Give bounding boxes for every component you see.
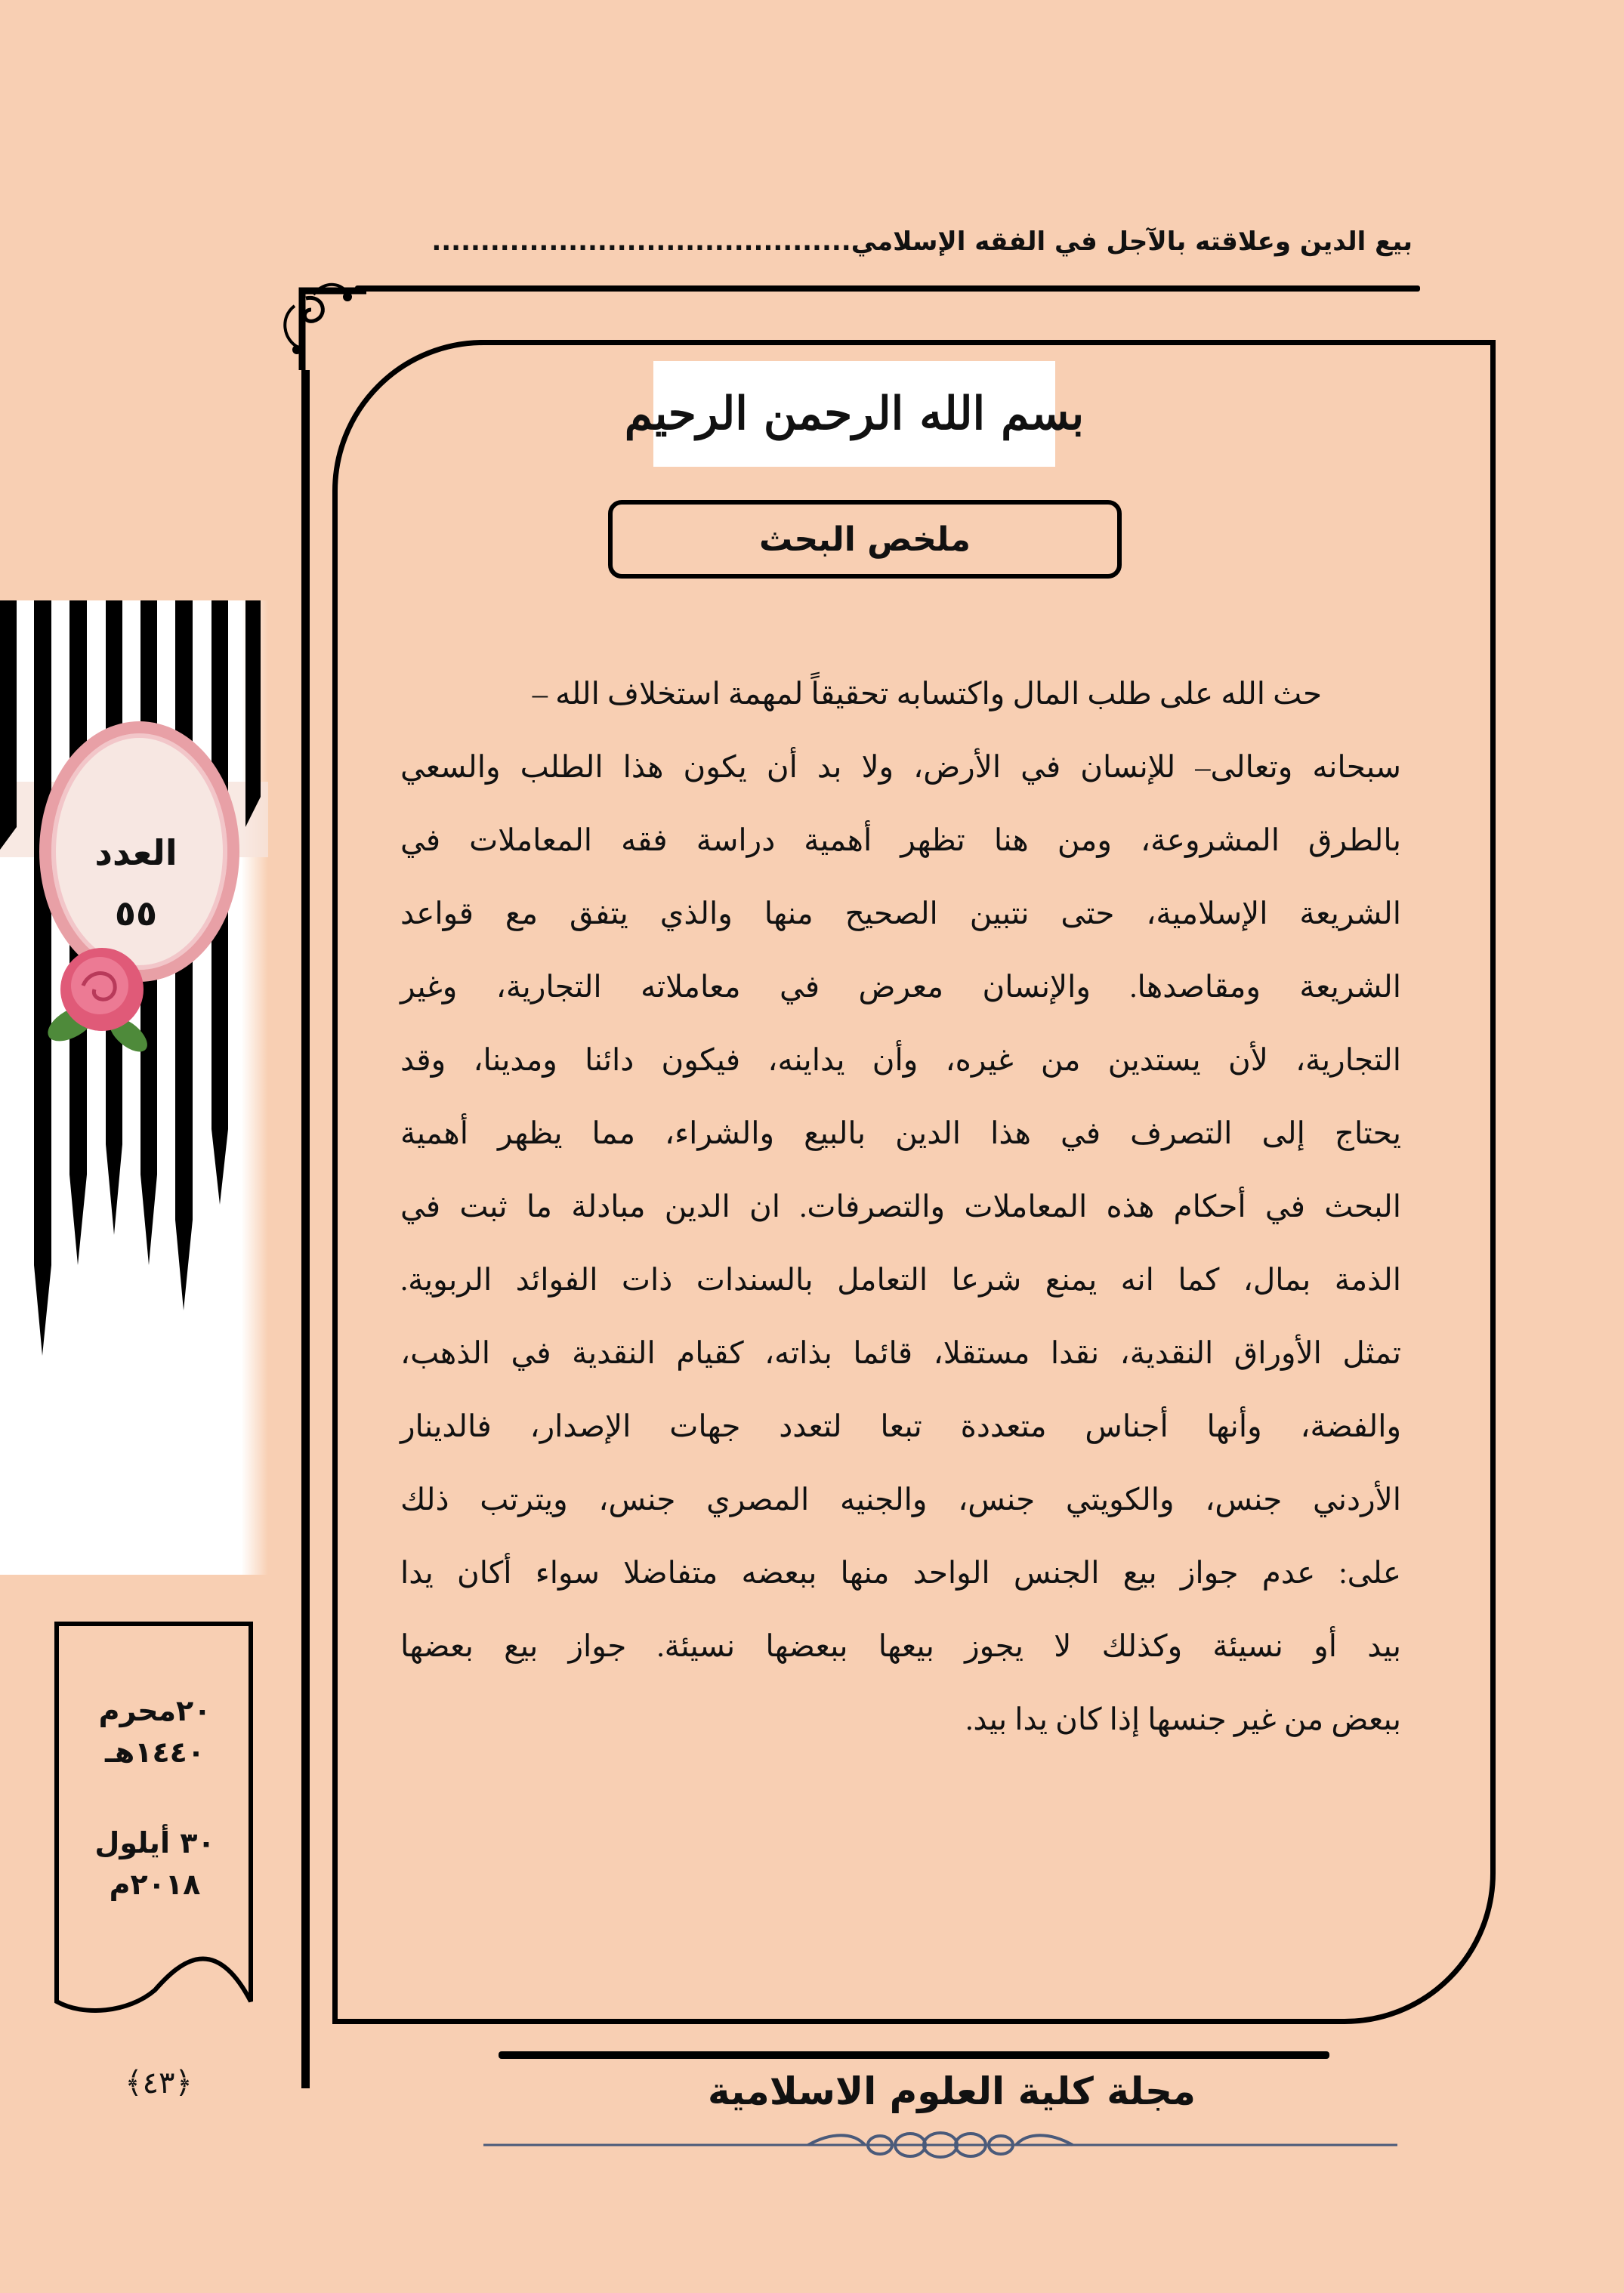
abstract-body bbox=[400, 657, 1401, 1756]
abstract-line: والفضة، وأنها أجناس متعددة تبعا لتعدد جهات الإصدار، فالدينار bbox=[400, 1409, 1401, 1443]
running-header: بيع الدين وعلاقته بالآجل في الفقه الإسلامي........................................... bbox=[431, 227, 1413, 257]
abstract-line: الأردني جنس، والكويتي جنس، والجنيه المصري جنس، ويترتب ذلك bbox=[400, 1483, 1401, 1517]
abstract-title-box bbox=[608, 500, 1122, 579]
footer-ornament-icon bbox=[483, 2126, 1397, 2164]
issue-label: العدد bbox=[94, 832, 178, 873]
abstract-line: ببعض من غير جنسها إذا كان يدا بيد. bbox=[965, 1702, 1401, 1736]
issue-number: ٥٥ bbox=[114, 893, 158, 934]
rose-icon bbox=[45, 929, 151, 1057]
date-hijri-day: ٢٠محرم bbox=[98, 1694, 211, 1727]
abstract-line: الذمة بمال، كما انه يمنع شرعا التعامل بالسندات ذات الفوائد الربوية. bbox=[400, 1263, 1401, 1297]
abstract-title: ملخص البحث bbox=[758, 520, 971, 559]
basmala-calligraphy: بسم الله الرحمن الرحيم bbox=[653, 361, 1055, 467]
page-number: ﴿٤٣﴾ bbox=[125, 2066, 193, 2100]
footer-rule bbox=[499, 2051, 1329, 2059]
corner-ornament-icon bbox=[272, 276, 370, 381]
abstract-line: بيد أو نسيئة وكذلك لا يجوز بيعها ببعضها نسيئة. جواز بيع بعضها bbox=[400, 1629, 1401, 1663]
date-hijri-year: ١٤٤٠هـ bbox=[104, 1736, 205, 1769]
abstract-line: حث الله على طلب المال واكتسابه تحقيقاً لمهمة استخلاف الله – bbox=[532, 677, 1322, 711]
abstract-line: تمثل الأوراق النقدية، نقدا مستقلا، قائما بذاته، كقيام النقدية في الذهب، bbox=[400, 1336, 1401, 1370]
outer-vertical-bar bbox=[301, 370, 310, 2088]
date-gregorian-year: ٢٠١٨م bbox=[109, 1868, 201, 1901]
date-gregorian-day: ٣٠ أيلول bbox=[94, 1826, 215, 1859]
abstract-line: الشريعة الإسلامية، حتى نتبين الصحيح منها والذي يتفق مع قواعد bbox=[400, 897, 1401, 930]
abstract-line: البحث في أحكام هذه المعاملات والتصرفات. ان الدين مبادلة ما ثبت في bbox=[400, 1190, 1401, 1224]
header-rule bbox=[355, 285, 1420, 292]
abstract-line: الشريعة ومقاصدها. والإنسان معرض في معاملاته التجارية، وغير bbox=[400, 970, 1401, 1004]
abstract-line: على: عدم جواز بيع الجنس الواحد منها ببعضه متفاضلا سواء أكان يدا bbox=[400, 1556, 1401, 1590]
journal-name: مجلة كلية العلوم الاسلامية bbox=[708, 2069, 1196, 2113]
date-tag bbox=[53, 1620, 257, 2020]
abstract-line: سبحانه وتعالى– للإنسان في الأرض، ولا بد أن يكون هذا الطلب والسعي bbox=[400, 750, 1401, 784]
abstract-line: بالطرق المشروعة، ومن هنا تظهر أهمية دراسة فقه المعاملات في bbox=[400, 823, 1401, 857]
abstract-line: يحتاج إلى التصرف في هذا الدين بالبيع والشراء، مما يظهر أهمية bbox=[400, 1116, 1401, 1150]
abstract-line: التجارية، لأن يستدين من غيره، وأن يداينه، فيكون دائنا ومدينا، وقد bbox=[400, 1043, 1401, 1077]
